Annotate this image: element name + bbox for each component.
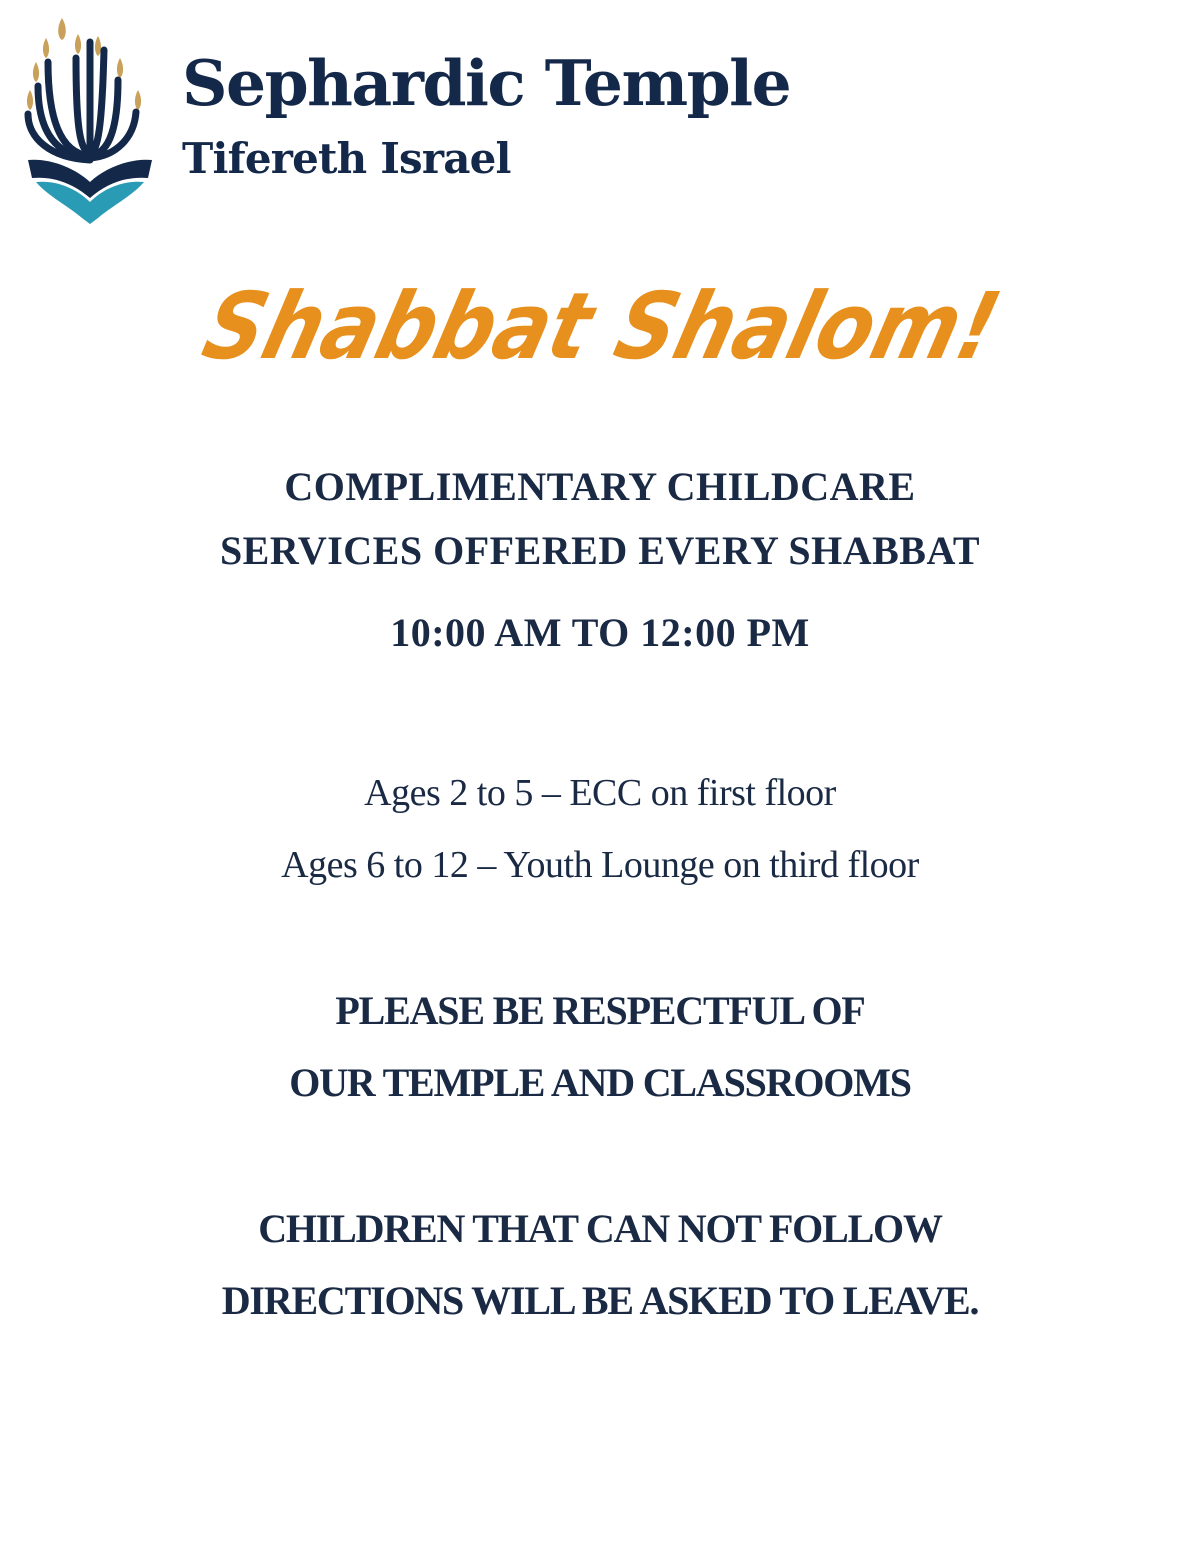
greeting-banner — [0, 270, 1200, 390]
warning-line-1: CHILDREN THAT CAN NOT FOLLOW — [258, 1206, 942, 1251]
notice-hours: 10:00 AM TO 12:00 PM — [390, 610, 810, 655]
greeting-text: Shabbat Shalom! — [193, 273, 1111, 381]
header — [20, 10, 820, 225]
org-subtitle: Tifereth Israel — [182, 134, 511, 183]
ages-older: Ages 6 to 12 – Youth Lounge on third floor — [281, 844, 919, 886]
warning-line-2: DIRECTIONS WILL BE ASKED TO LEAVE. — [221, 1278, 979, 1323]
ages-young: Ages 2 to 5 – ECC on first floor — [364, 772, 836, 814]
org-name: Sephardic Temple — [182, 46, 791, 120]
menorah-book-logo-icon — [20, 10, 160, 225]
notice-line-2: SERVICES OFFERED EVERY SHABBAT — [219, 528, 981, 573]
notice-line-1: COMPLIMENTARY CHILDCARE — [284, 464, 916, 509]
respect-line-2: OUR TEMPLE AND CLASSROOMS — [289, 1060, 911, 1105]
respect-line-1: PLEASE BE RESPECTFUL OF — [335, 988, 865, 1033]
